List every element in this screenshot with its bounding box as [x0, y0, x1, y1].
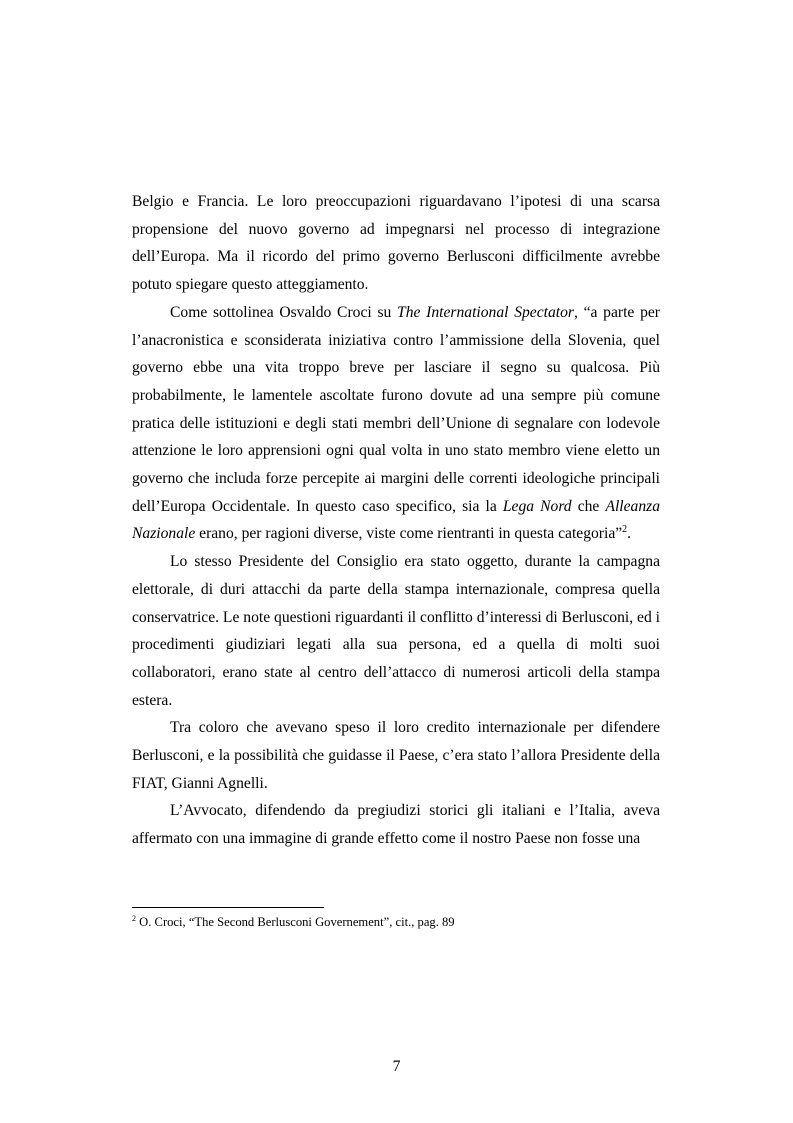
- footnote-text: O. Croci, “The Second Berlusconi Governement”, cit., pag. 89: [136, 915, 455, 929]
- paragraph-2-text-c: che: [571, 497, 606, 515]
- body-text: [132, 188, 660, 853]
- alleanza-nazionale-italic: Alleanza Nazionale: [132, 497, 661, 543]
- paragraph-3: [132, 548, 660, 714]
- paragraph-2-text-e: .: [627, 525, 632, 543]
- footnote: [132, 914, 660, 930]
- paragraph-4-text: Tra coloro che avevano speso il loro credito internazionale per difendere Berlusconi, e la possibilità che guidasse il Paese, c’era stato l’allora Presidente della FIAT, Gianni Agnelli.: [132, 719, 660, 792]
- page-number: 7: [392, 1058, 401, 1075]
- paragraph-2-text-a: Come sottolinea Osvaldo Croci su: [170, 303, 398, 321]
- paragraph-1-text: Belgio e Francia. Le loro preoccupazioni riguardavano l’ipotesi di una scarsa propensione del nuovo governo ad impegnarsi nel processo di integrazione dell’Europa. Ma il ricordo del primo governo Berlusconi difficilmente avrebbe potuto spiegare questo atteggiamento.: [132, 193, 660, 294]
- publication-title-italic: The International Spectator: [397, 303, 574, 321]
- paragraph-2-text-b: , “a parte per l’anacronistica e sconsiderata iniziativa contro l’ammissione della Slovenia, quel governo ebbe una vita troppo breve per lasciare il segno su qualcosa. Più probabilmente, le lamentele ascoltate furono dovute ad una sempre più comune pratica delle istituzioni e degli stati membri dell’Unione di segnalare con lodevole attenzione le loro apprensioni ogni qual volta in uno stato membro viene eletto un governo che includa forze percepite ai margini delle correnti ideologiche principali dell’Europa Occidentale. In questo caso specifico, sia la: [132, 303, 660, 515]
- footnote-number: 2: [132, 913, 136, 923]
- footnote-divider: [132, 907, 324, 908]
- paragraph-4: [132, 714, 660, 797]
- paragraph-5-text: L’Avvocato, difendendo da pregiudizi storici gli italiani e l’Italia, aveva affermato con una immagine di grande effetto come il nostro Paese non fosse una: [132, 802, 660, 848]
- lega-nord-italic: Lega Nord: [502, 497, 572, 515]
- paragraph-2: [132, 299, 660, 548]
- paragraph-5: [132, 797, 660, 852]
- footnote-reference[interactable]: 2: [622, 524, 628, 536]
- paragraph-2-text-d: erano, per ragioni diverse, viste come rientranti in questa categoria”: [195, 525, 623, 543]
- paragraph-1: [132, 188, 660, 299]
- paragraph-3-text: Lo stesso Presidente del Consiglio era stato oggetto, durante la campagna elettorale, di duri attacchi da parte della stampa internazionale, compresa quella conservatrice. Le note questioni riguardanti il conflitto d’interessi di Berlusconi, ed i procedimenti giudiziari legati alla sua persona, ed a quella di molti suoi collaboratori, erano state al centro dell’attacco di numerosi articoli della stampa estera.: [132, 553, 660, 709]
